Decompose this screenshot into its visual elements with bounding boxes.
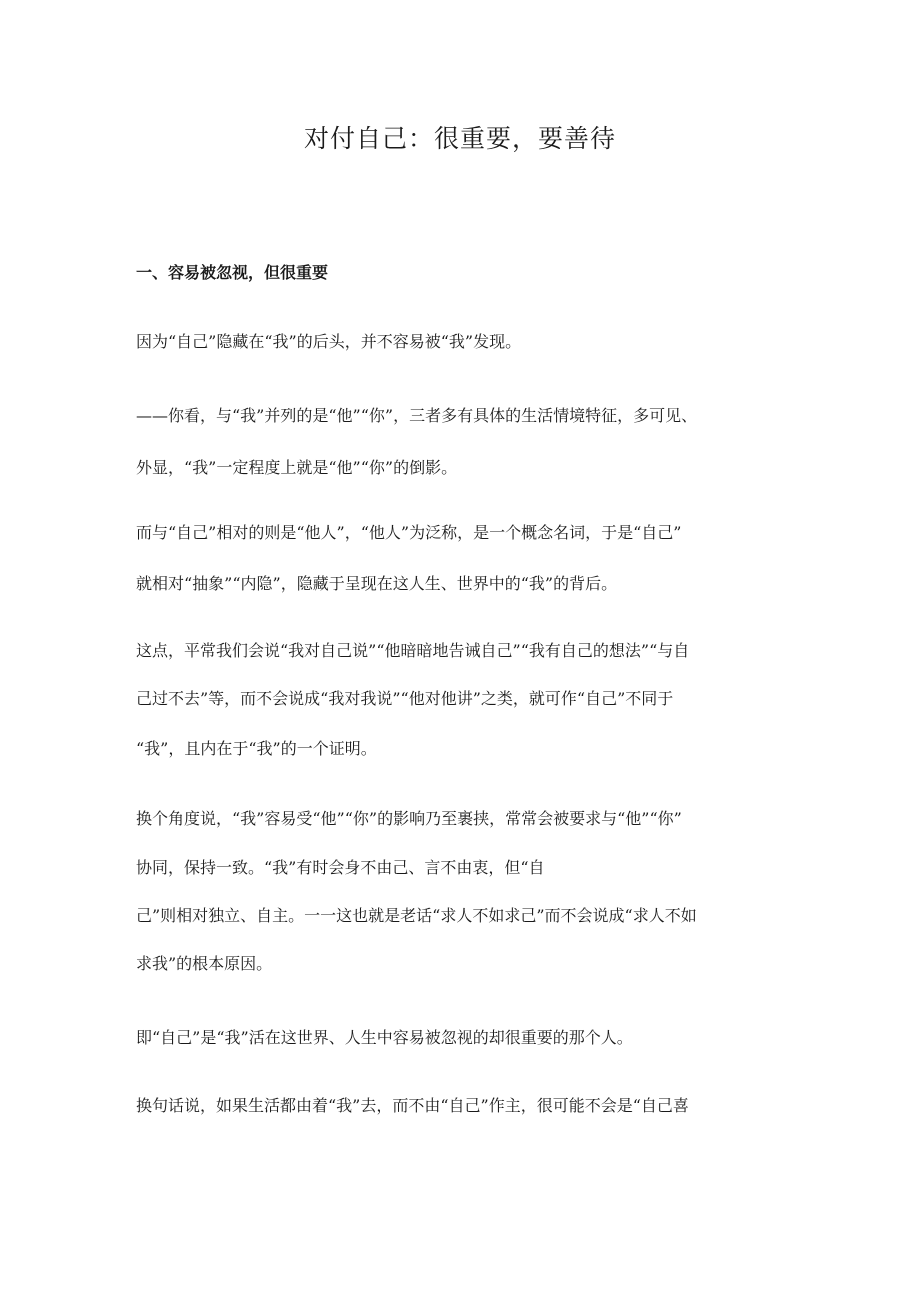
paragraph-line: 求我”的根本原因。 (136, 954, 273, 973)
document-title: 对付自己：很重要，要善待 (303, 124, 616, 153)
paragraph-line: 因为“自己”隐藏在“我”的后头，并不容易被“我”发现。 (136, 332, 522, 351)
paragraph-line: 就相对“抽象”“内隐”，隐藏于呈现在这人生、世界中的“我”的背后。 (136, 574, 618, 593)
paragraph-line: 己过不去”等，而不会说成“我对我说”“他对他讲”之类，就可作“自己”不同于 (136, 689, 674, 708)
paragraph-line: 即“自己”是“我”活在这世界、人生中容易被忽视的却很重要的那个人。 (136, 1028, 633, 1047)
paragraph-line: 而与“自己”相对的则是“他人”，“他人”为泛称，是一个概念名词，于是“自己” (136, 523, 682, 542)
paragraph-line: 换个角度说，“我”容易受“他”“你”的影响乃至裹挟，常常会被要求与“他”“你” (136, 809, 682, 828)
paragraph-line: 己”则相对独立、自主。一一这也就是老话“求人不如求己”而不会说成“求人不如 (136, 906, 697, 925)
section-heading: 一、容易被忽视，但很重要 (136, 263, 329, 282)
paragraph-line: 换句话说，如果生活都由着“我”去，而不由“自己”作主，很可能不会是“自己喜 (136, 1096, 689, 1115)
paragraph-line: 这点，平常我们会说“我对自己说”“他暗暗地告诫自己”“我有自己的想法”“与自 (136, 641, 690, 660)
paragraph-line: “我”，且内在于“我”的一个证明。 (136, 739, 377, 758)
paragraph-line: 协同，保持一致。“我”有时会身不由己、言不由衷，但“自 (136, 858, 545, 877)
paragraph-line: ——你看，与“我”并列的是“他”“你”，三者多有具体的生活情境特征，多可见、 (136, 406, 698, 425)
paragraph-line: 外显，“我”一定程度上就是“他”“你”的倒影。 (136, 458, 458, 477)
